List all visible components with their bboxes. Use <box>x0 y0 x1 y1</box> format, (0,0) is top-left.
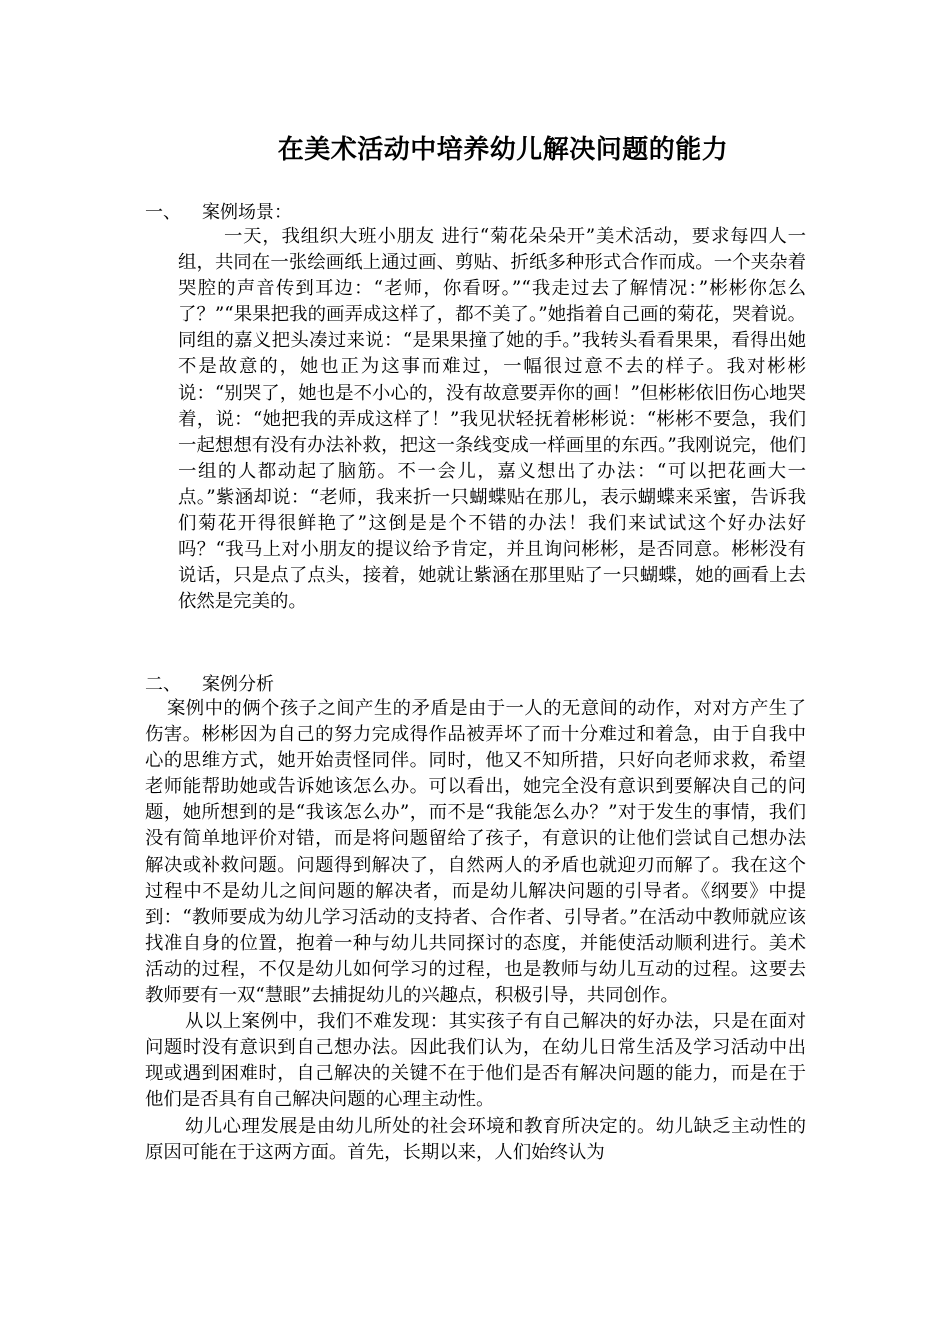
document-title: 在美术活动中培养幼儿解决问题的能力 <box>277 135 729 165</box>
paragraph: 从以上案例中，我们不难发现：其实孩子有自己解决的好办法，只是在面对问题时没有意识到自己想办法。因此我们认为，在幼儿日常生活及学习活动中出现或遇到困难时，自己解决的关键不在于他们是否有解决问题的能力，而是在于他们是否具有自己解决问题的心理主动性。 <box>145 1011 806 1111</box>
section-heading-text: 案例分析 <box>202 674 274 695</box>
paragraph: 一天，我组织大班小朋友 进行“菊花朵朵开”美术活动，要求每四人一组，共同在一张绘画纸上通过画、剪贴、折纸多种形式合作而成。一个夹杂着哭腔的声音传到耳边：“老师，你看呀。”“我走过去了解情况：”彬彬你怎么了？”“果果把我的画弄成这样了，都不美了。”她指着自己画的菊花，哭着说。同组的嘉义把头凑过来说：“是果果撞了她的手。”我转头看看果果，看得出她不是故意的，她也正为这事而难过，一幅很过意不去的样子。我对彬彬说：“别哭了，她也是不小心的，没有故意要弄你的画！”但彬彬依旧伤心地哭着，说：“她把我的弄成这样了！”我见状轻抚着彬彬说：“彬彬不要急，我们一起想想有没有办法补救，把这一条线变成一样画里的东西。”我刚说完，他们一组的人都动起了脑筋。不一会儿，嘉义想出了办法：“可以把花画大一点。”紫涵却说：“老师，我来折一只蝴蝶贴在那儿，表示蝴蝶来采蜜，告诉我们菊花开得很鲜艳了”这倒是是个不错的办法！我们来试试这个好办法好吗？“我马上对小朋友的提议给予肯定，并且询问彬彬，是否同意。彬彬没有说话，只是点了点头，接着，她就让紫涵在那里贴了一只蝴蝶，她的画看上去依然是完美的。 <box>178 226 806 613</box>
section-body-scenario <box>178 224 806 615</box>
section-number: 一、 <box>145 202 181 223</box>
paragraph: 案例中的俩个孩子之间产生的矛盾是由于一人的无意间的动作，对对方产生了伤害。彬彬因为自己的努力完成得作品被弄坏了而十分难过和着急，由于自我中心的思维方式，她开始责怪同伴。同时，他又不知所措，只好向老师求救，希望老师能帮助她或告诉她该怎么办。可以看出，她完全没有意识到要解决自己的问题，她所想到的是“我该怎么办”，而不是“我能怎么办？”对于发生的事情，我们没有简单地评价对错，而是将问题留给了孩子，有意识的让他们尝试自己想办法解决或补救问题。问题得到解决了，自然两人的矛盾也就迎刃而解了。我在这个过程中不是幼儿之间问题的解决者，而是幼儿解决问题的引导者。《纲要》中提到：“教师要成为幼儿学习活动的支持者、合作者、引导者。”在活动中教师就应该找准自身的位置，抱着一种与幼儿共同探讨的态度，并能使活动顺利进行。美术活动的过程，不仅是幼儿如何学习的过程，也是教师与幼儿互动的过程。这要去教师要有一双“慧眼”去捕捉幼儿的兴趣点，积极引导，共同创作。 <box>145 698 806 1007</box>
section-heading-analysis <box>145 672 274 698</box>
paragraph: 幼儿心理发展是由幼儿所处的社会环境和教育所决定的。幼儿缺乏主动性的原因可能在于这两方面。首先，长期以来，人们始终认为 <box>145 1115 806 1163</box>
section-body-analysis <box>145 696 806 1166</box>
section-number: 二、 <box>145 674 181 695</box>
section-heading-scenario <box>145 200 292 226</box>
section-heading-text: 案例场景： <box>202 202 292 223</box>
